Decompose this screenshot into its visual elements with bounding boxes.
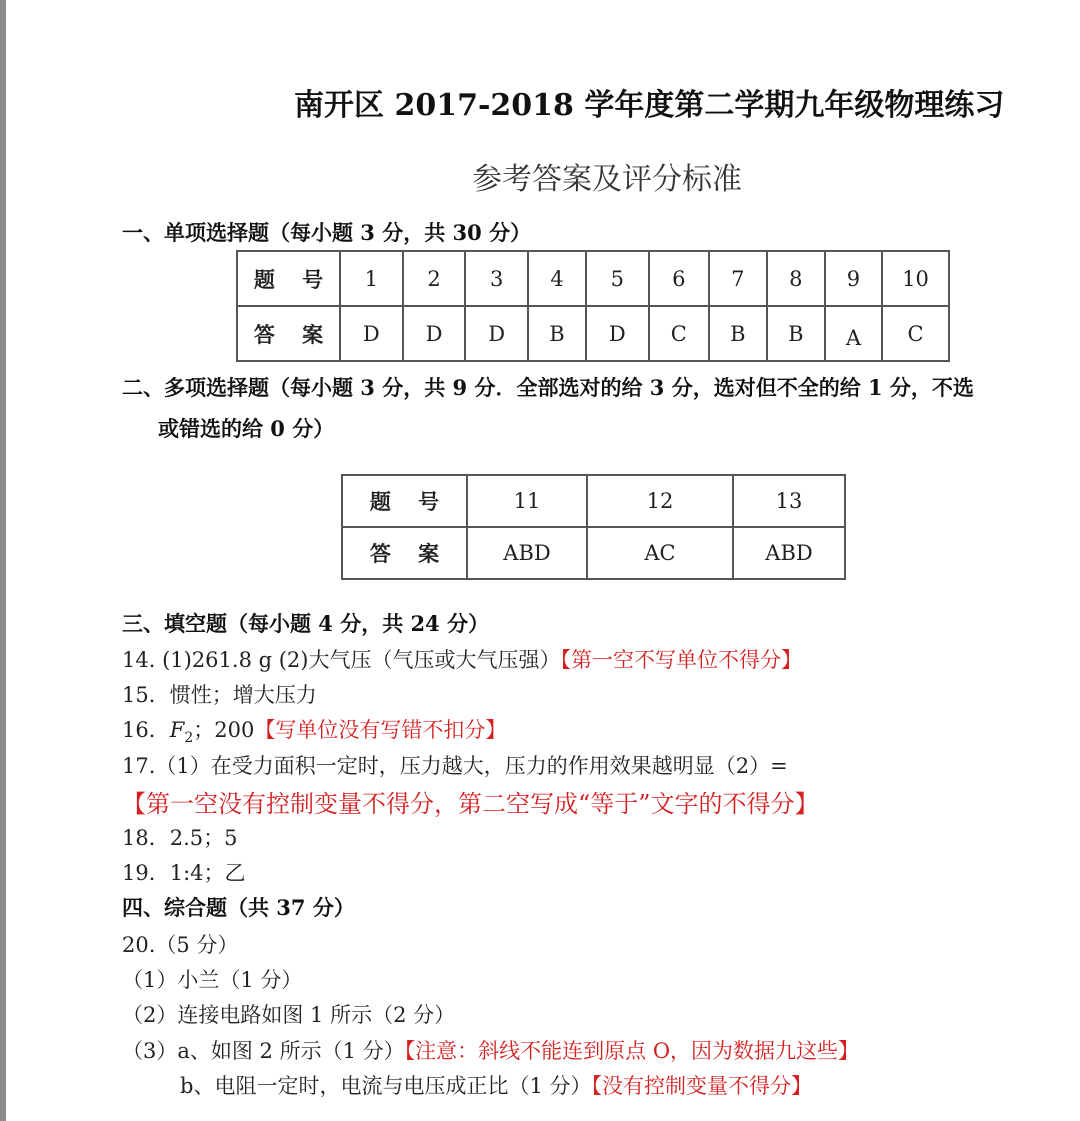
question-number: 2 [403,251,466,306]
section1-heading: 一、单项选择题（每小题 3 分，共 30 分） [122,220,532,245]
answer-cell: D [465,306,528,361]
answer-17: 17.（1）在受力面积一定时，压力越大，压力的作用效果越明显（2）= [122,754,788,778]
question-number: 6 [649,251,709,306]
question-20-part3a [122,1035,859,1065]
answer-15: 15．惯性；增大压力 [122,683,317,707]
multiple-choice-answer-table [341,474,846,580]
question-number: 9 [825,251,882,306]
answer-16-text: ；200 [193,718,255,742]
answer-cell: B [767,306,825,361]
page-edge-bar [0,0,6,1121]
question-number: 5 [586,251,649,306]
row-label-number: 题 号 [342,475,467,527]
answer-cell: C [649,306,709,361]
section4-heading: 四、综合题（共 37 分） [122,895,355,920]
question-number: 8 [767,251,825,306]
answer-16 [122,714,506,746]
part3b-note: 【没有控制变量不得分】 [591,1074,812,1098]
answer-16-note: 【写单位没有写错不扣分】 [254,718,507,742]
question-20-title: 20.（5 分） [122,933,239,957]
part3b-text: b、电阻一定时，电流与电压成正比（1 分） [180,1074,592,1098]
answer-14-note: 【第一空不写单位不得分】 [560,648,802,672]
row-label-answer: 答 案 [237,306,340,361]
table-row-question-numbers [237,251,949,306]
question-number: 7 [709,251,767,306]
row-label-number: 题 号 [237,251,340,306]
answer-cell: AC [587,527,733,579]
row-label-answer: 答 案 [342,527,467,579]
table-row-answers [342,527,845,579]
document-subtitle: 参考答案及评分标准 [472,162,742,197]
question-number: 1 [340,251,403,306]
answer-cell: D [340,306,403,361]
answer-16-prefix: 16． [122,718,170,742]
part3a-note: 【注意：斜线不能连到原点 O，因为数据九这些】 [404,1039,860,1063]
question-number: 11 [467,475,587,527]
answer-cell: ABD [733,527,845,579]
answer-16-variable: F [169,718,185,742]
question-number: 10 [882,251,949,306]
section2-heading-line2: 或错选的给 0 分） [158,416,335,441]
document-title: 南开区 2017-2018 学年度第二学期九年级物理练习 [294,88,1005,123]
question-20-part3b [180,1070,812,1100]
answer-14-text: 14. (1)261.8 g (2)大气压（气压或大气压强） [122,648,561,672]
table-row-answers [237,306,949,361]
answer-cell: B [528,306,586,361]
question-number: 13 [733,475,845,527]
answer-18: 18．2.5；5 [122,826,238,850]
question-20-part2: （2）连接电路如图 1 所示（2 分） [122,1003,456,1027]
answer-cell: D [586,306,649,361]
part3a-text: （3）a、如图 2 所示（1 分） [122,1039,405,1063]
section2-heading-line1: 二、多项选择题（每小题 3 分，共 9 分．全部选对的给 3 分，选对但不全的给 1 分，不选 [122,375,974,400]
answer-cell: D [403,306,466,361]
answer-19: 19．1:4；乙 [122,861,246,885]
answer-14 [122,644,802,674]
answer-cell: B [709,306,767,361]
question-number: 3 [465,251,528,306]
table-row-question-numbers [342,475,845,527]
answer-cell: ABD [467,527,587,579]
answer-cell: C [882,306,949,361]
single-choice-answer-table [236,250,950,362]
question-20-part1: （1）小兰（1 分） [122,968,303,992]
answer-cell: A [825,306,882,361]
question-number: 12 [587,475,733,527]
section3-heading: 三、填空题（每小题 4 分，共 24 分） [122,611,490,636]
answer-17-note: 【第一空没有控制变量不得分，第二空写成“等于”文字的不得分】 [122,790,819,818]
question-number: 4 [528,251,586,306]
answer-16-subscript: 2 [184,730,194,747]
